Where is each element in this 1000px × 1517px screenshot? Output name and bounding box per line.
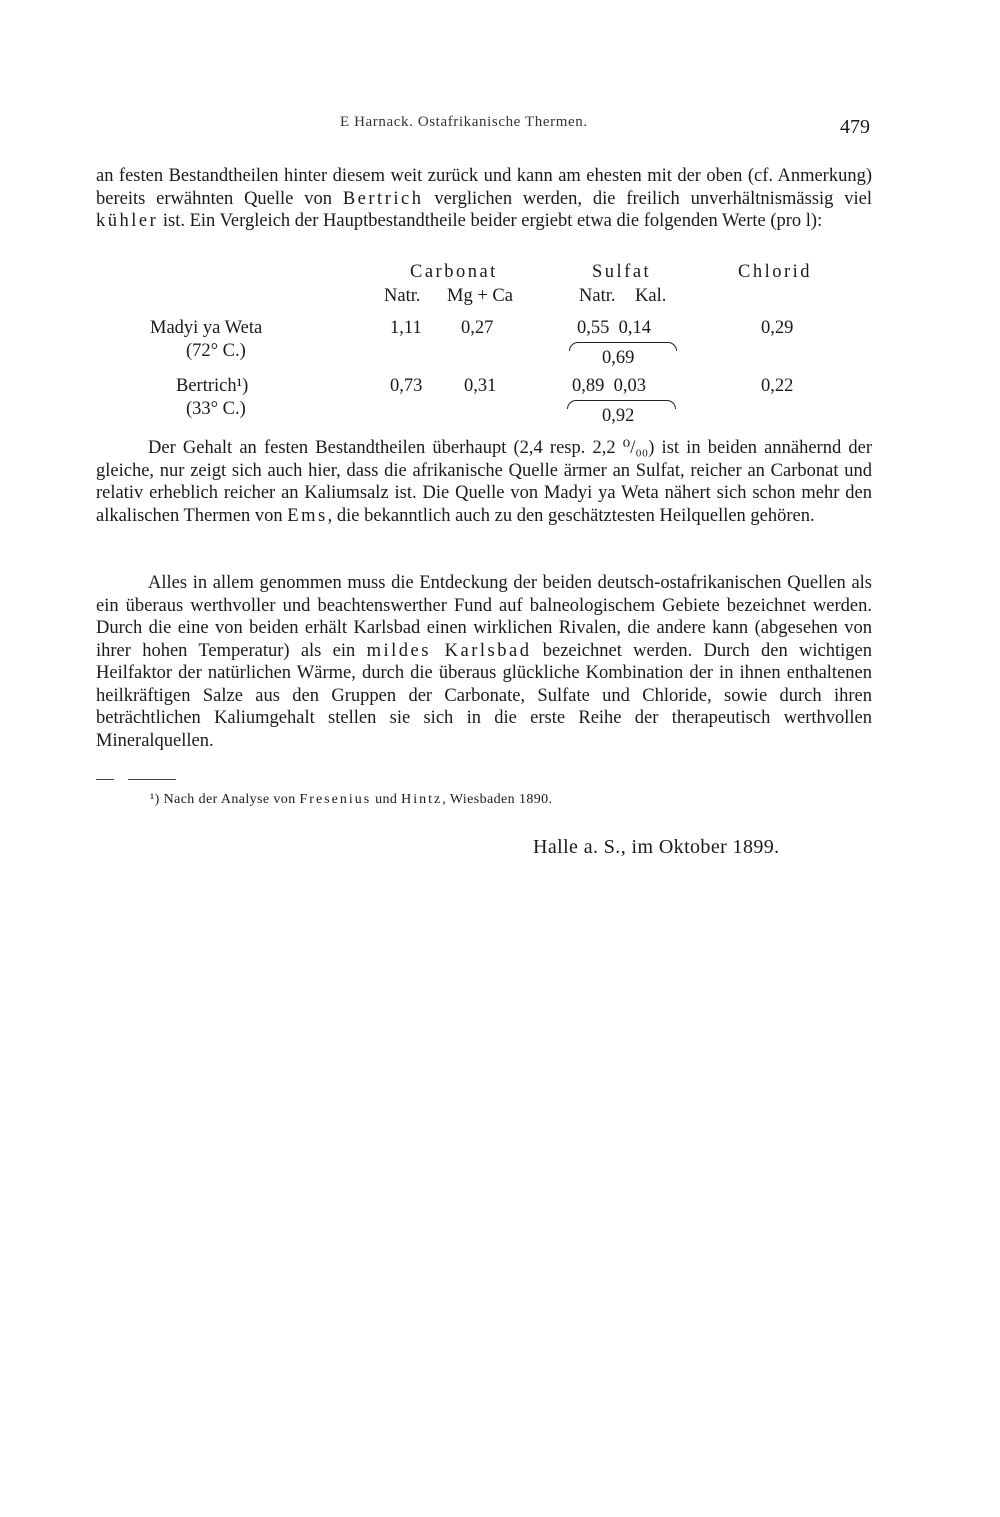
row-1-carb-natr: 1,11 xyxy=(390,318,422,338)
paragraph-1 xyxy=(96,165,872,233)
spaced-bertrich: Bertrich xyxy=(342,188,424,209)
row-2-carb-mg: 0,31 xyxy=(464,376,497,396)
row-2-chlorid: 0,22 xyxy=(761,376,794,396)
spaced-ems: Ems xyxy=(287,505,328,526)
row-1-carb-mg: 0,27 xyxy=(461,318,494,338)
subheader-sulf-kal: Kal. xyxy=(635,286,667,306)
subheader-sulf-natr: Natr. xyxy=(579,286,616,306)
paragraph-1-text: an festen Bestandtheilen hinter diesem weit zurück und kann am ehesten mit der oben (cf. Anmerkung) bereits erwähnten Quelle von Bertrich verglichen werden, die freilich unverhältnismässig viel kühler ist. Ein Vergleich der Hauptbestandtheile beider ergiebt etwa die folgenden Werte (pro l): xyxy=(96,166,873,231)
row-2-name: Bertrich¹) xyxy=(176,376,249,396)
row-2-carb-natr: 0,73 xyxy=(390,376,423,396)
row-1-chlorid: 0,29 xyxy=(761,318,794,338)
footnote: ¹) Nach der Analyse von Fresenius und Hintz, Wiesbaden 1890. xyxy=(150,792,553,807)
header-sulfat: Sulfat xyxy=(592,262,652,282)
row-1-sulf-sum: 0,69 xyxy=(602,348,635,368)
spaced-hintz: Hintz xyxy=(401,792,443,807)
row-1-temp: (72° C.) xyxy=(186,341,246,361)
header-carbonat: Carbonat xyxy=(410,262,498,282)
spaced-mildes-karlsbad: mildes Karlsbad xyxy=(366,640,532,661)
footnote-rule xyxy=(96,779,114,780)
subheader-carb-natr: Natr. xyxy=(384,286,421,306)
footnote-rule-extension xyxy=(128,779,176,780)
paragraph-3 xyxy=(96,572,872,752)
row-2-sulf-pair: 0,89 0,03 xyxy=(572,376,646,396)
spaced-fresenius: Fresenius xyxy=(299,792,372,807)
paragraph-2 xyxy=(96,437,872,527)
page-number: 479 xyxy=(840,116,870,138)
subheader-carb-mg: Mg + Ca xyxy=(447,286,513,306)
paragraph-3-text: Alles in allem genommen muss die Entdeckung der beiden deutsch-ostafrikanischen Quellen als ein überaus werthvoller und beachtenswerther Fund auf balneologischem Gebiete bezeichnet werden. Durch die eine von beiden erhält Karlsbad einen wirklichen Rivalen, die andere kann (abgesehen von ihrer hohen Temperatur) als ein mildes Karlsbad bezeichnet werden. Durch den wichtigen Heilfaktor der natürlichen Wärme, durch die überaus glückliche Kombination der in ihnen enthaltenen heilkräftigen Salze aus den Gruppen der Carbonate, Sulfate und Chloride, sowie durch ihren beträchtlichen Kaliumgehalt stellen sie sich in die erste Reihe der therapeutisch werthvollen Mineralquellen. xyxy=(96,573,872,751)
running-header: E Harnack. Ostafrikanische Thermen. xyxy=(340,114,588,130)
header-chlorid: Chlorid xyxy=(738,262,813,282)
row-2-sulf-sum: 0,92 xyxy=(602,406,635,426)
row-1-name: Madyi ya Weta xyxy=(150,318,263,338)
row-2-temp: (33° C.) xyxy=(186,399,246,419)
row-1-sulf-pair: 0,55 0,14 xyxy=(577,318,651,338)
spaced-kuehler: kühler xyxy=(96,211,159,231)
paragraph-2-text: Der Gehalt an festen Bestandtheilen überhaupt (2,4 resp. 2,2 ⁰/₀₀) ist in beiden annähernd der gleiche, nur zeigt sich auch hier, dass die afrikanische Quelle ärmer an Sulfat, reicher an Carbonat und relativ erheblich reicher an Kaliumsalz ist. Die Quelle von Madyi ya Weta nähert sich schon mehr den alkalischen Thermen von Ems, die bekanntlich auch zu den geschätztesten Heilquellen gehören. xyxy=(96,438,872,526)
dateline: Halle a. S., im Oktober 1899. xyxy=(533,836,780,858)
